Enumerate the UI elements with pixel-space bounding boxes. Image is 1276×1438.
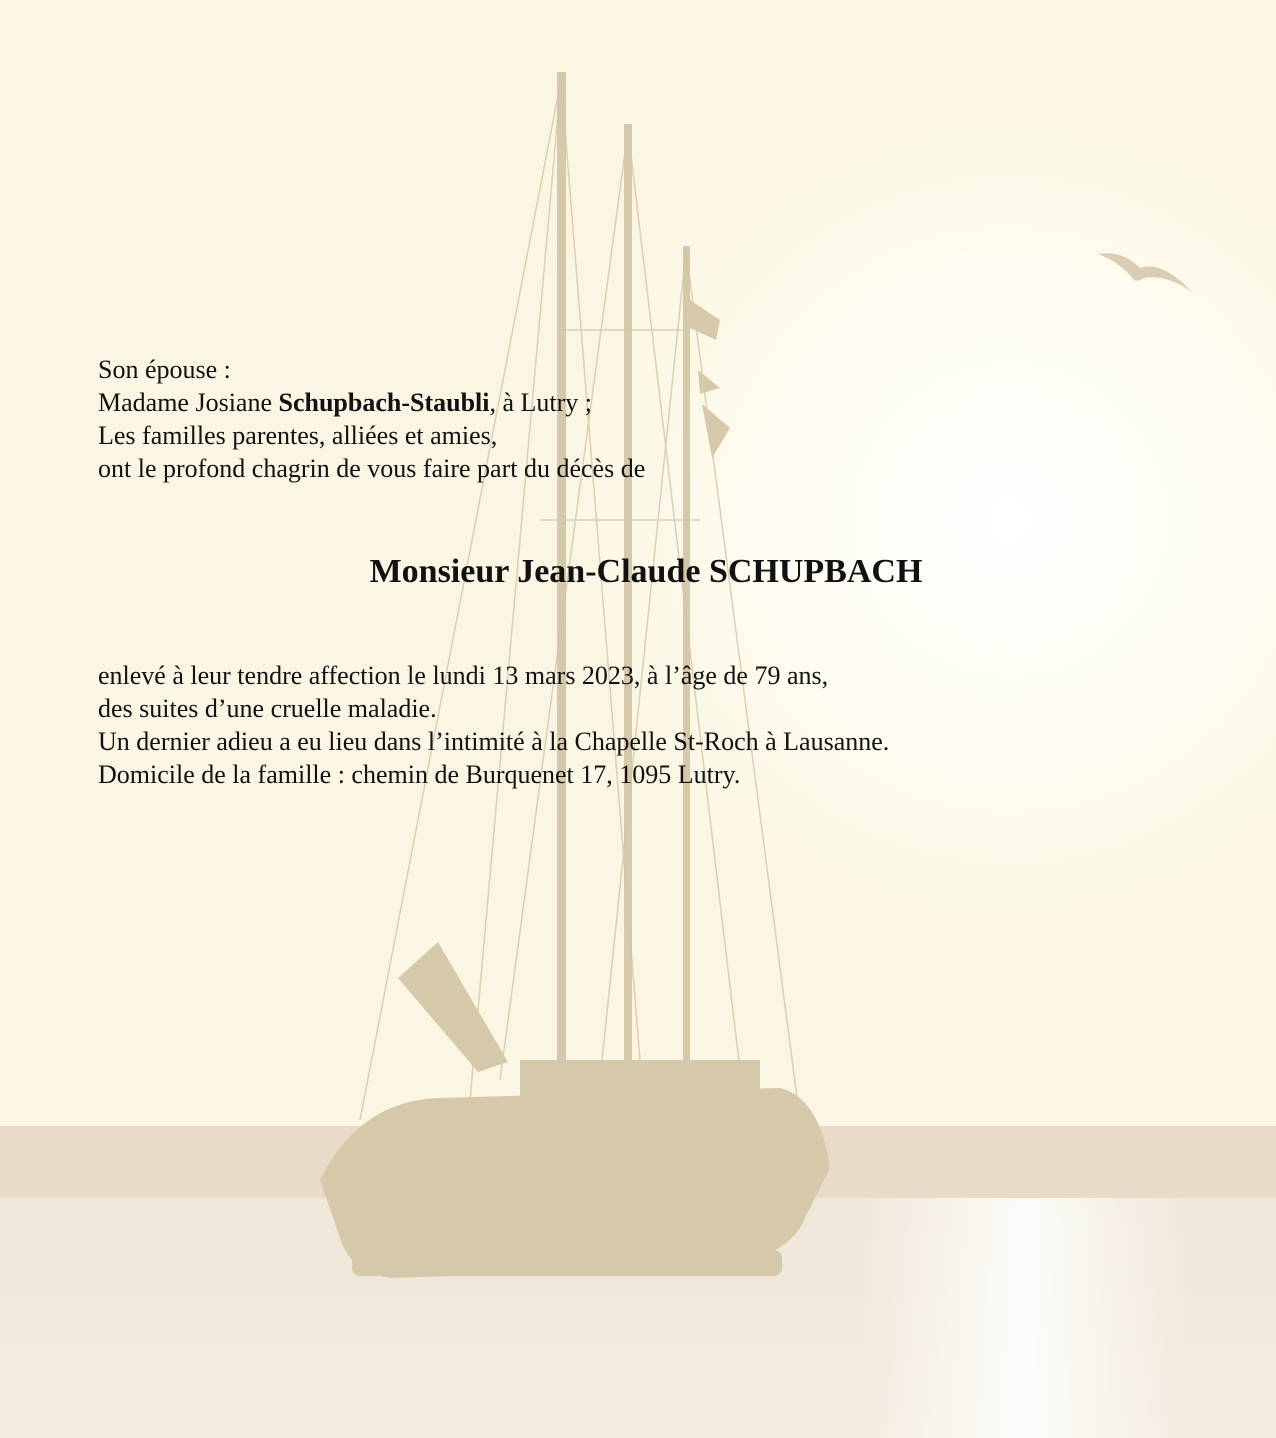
intro-line-announcement: ont le profond chagrin de vous faire part du décès de	[98, 454, 646, 483]
details-line-farewell: Un dernier adieu a eu lieu dans l’intimité à la Chapelle St-Roch à Lausanne.	[98, 727, 890, 756]
spouse-suffix: , à Lutry ;	[489, 388, 593, 417]
intro-line-spouse-name	[98, 386, 645, 419]
details-block	[98, 659, 889, 791]
details-line-cause: des suites d’une cruelle maladie.	[98, 694, 437, 723]
intro-line-spouse-heading: Son épouse :	[98, 355, 231, 384]
spouse-prefix: Madame Josiane	[98, 388, 279, 417]
deceased-name: Monsieur Jean-Claude SCHUPBACH	[369, 553, 923, 590]
spouse-surname: Schupbach-Staubli	[278, 388, 490, 417]
details-line-date: enlevé à leur tendre affection le lundi 13 mars 2023, à l’âge de 79 ans,	[98, 661, 829, 690]
details-line-address: Domicile de la famille : chemin de Burquenet 17, 1095 Lutry.	[98, 760, 741, 789]
intro-line-families: Les familles parentes, alliées et amies,	[98, 421, 498, 450]
intro-block	[98, 353, 645, 485]
